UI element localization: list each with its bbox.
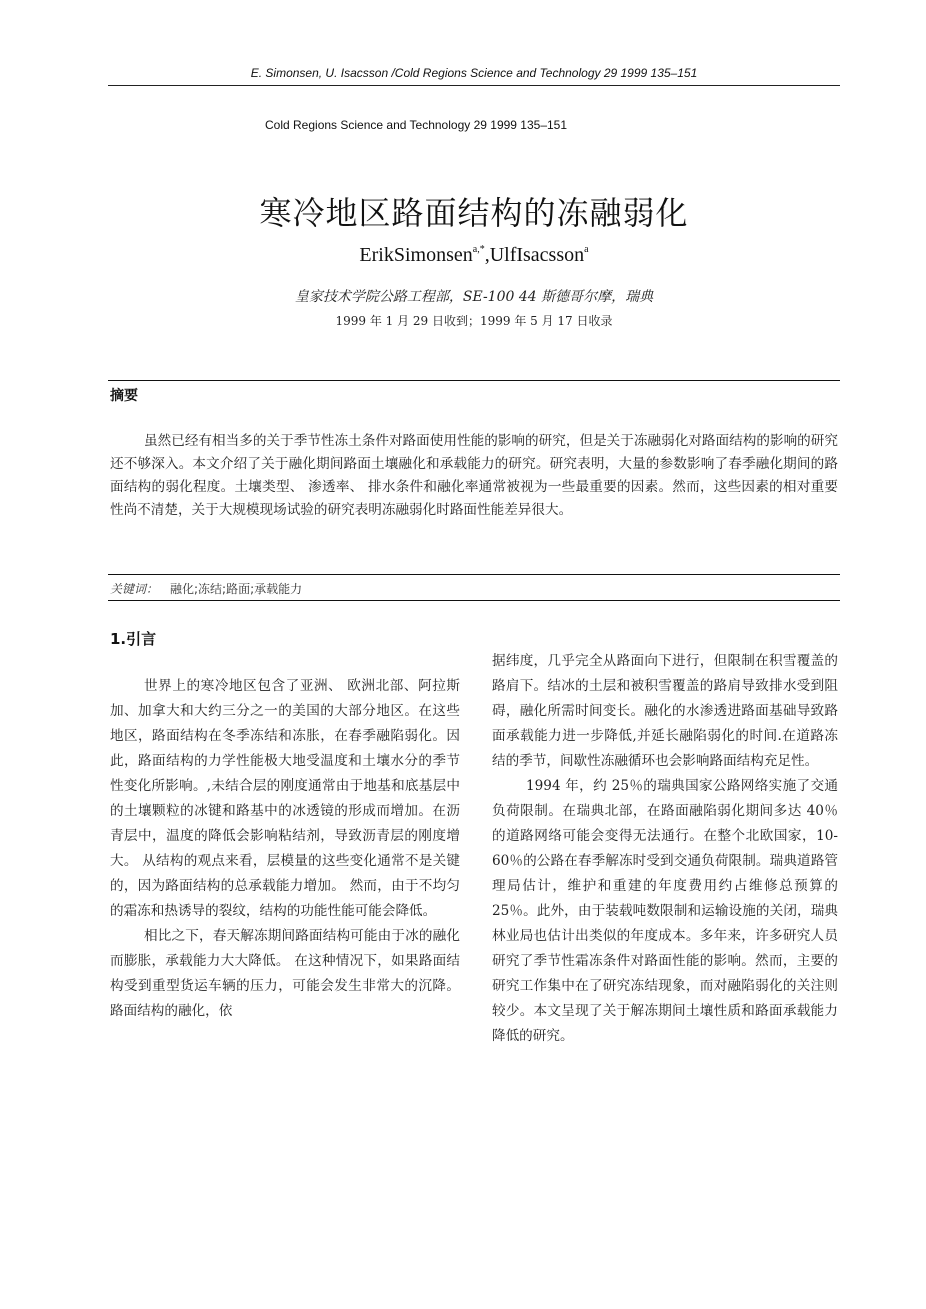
section-heading: 1.引言 <box>110 630 157 648</box>
running-header: E. Simonsen, U. Isacsson /Cold Regions Science and Technology 29 1999 135–151 <box>250 66 698 80</box>
keywords <box>110 580 302 597</box>
abstract-top-rule <box>108 380 840 381</box>
abstract-text: 虽然已经有相当多的关于季节性冻土条件对路面使用性能的影响的研究，但是关于冻融弱化对路面结构的影响的研究还不够深入。本文介绍了关于融化期间路面土壤融化和承载能力的研究。研究表明，大量的参数影响了春季融化期间的路面结构的弱化程度。土壤类型、 渗透率、 排水条件和融化率通常被视为一些最重要的因素。然而，这些因素的相对重要性尚不清楚，关于大规模现场试验的研究表明冻融弱化时路面性能差异很大。 <box>110 433 838 518</box>
body-paragraph: 据纬度，几乎完全从路面向下进行，但限制在积雪覆盖的路肩下。结冰的土层和被积雪覆盖的路肩导致排水受到阻碍，融化所需时间变长。融化的水渗透进路面基础导致路面承载能力进一步降低,并延长融陷弱化的时间.在道路冻结的季节，间歇性冻融循环也会影响路面结构充足性。 <box>492 653 838 769</box>
keywords-label: 关键词： <box>110 582 159 596</box>
body-paragraph: 1994 年，约 25％的瑞典国家公路网络实施了交通负荷限制。在瑞典北部，在路面融陷弱化期间多达 40％的道路网络可能会变得无法通行。在整个北欧国家，10-60％的公路在春季解冻时受到交通负荷限制。瑞典道路管理局估计，维护和重建的年度费用约占维修总预算的 25％。此外，由于装载吨数限制和运输设施的关闭，瑞典林业局也估计出类似的年度成本。多年来，许多研究人员研究了季节性霜冻条件对路面性能的影响。然而，主要的研究工作集中在了研究冻结现象，而对融陷弱化的关注则较少。本文呈现了关于解冻期间土壤性质和路面承载能力降低的研究。 <box>492 778 838 1044</box>
body-paragraph: 相比之下，春天解冻期间路面结构可能由于冰的融化而膨胀，承载能力大大降低。 在这种情况下，如果路面结构受到重型货运车辆的压力，可能会发生非常大的沉降。路面结构的融化，依 <box>110 928 460 1019</box>
left-column <box>110 674 460 1024</box>
received-dates: 1999 年 1 月 29 日收到；1999 年 5 月 17 日收录 <box>335 314 613 328</box>
affiliation: 皇家技术学院公路工程部，SE-100 44 斯德哥尔摩，瑞典 <box>294 289 654 305</box>
keywords-text: 融化;冻结;路面;承载能力 <box>170 582 303 596</box>
author-name: ErikSimonsen <box>359 244 473 266</box>
author-separator: , <box>484 244 490 266</box>
abstract-heading: 摘要 <box>110 388 138 404</box>
paper-title: 寒冷地区路面结构的冻融弱化 <box>259 194 689 232</box>
keywords-bottom-rule <box>108 600 840 601</box>
author-line <box>108 244 840 267</box>
author-name: UlfIsacsson <box>489 244 585 266</box>
author-affiliation-mark: a,* <box>472 244 485 255</box>
body-paragraph: 世界上的寒冷地区包含了亚洲、 欧洲北部、阿拉斯加、加拿大和大约三分之一的美国的大部分地区。在这些地区，路面结构在冬季冻结和冻胀，在春季融陷弱化。因此，路面结构的力学性能极大地受温度和土壤水分的季节性变化所影响。,未结合层的刚度通常由于地基和底基层中的土壤颗粒的冰键和路基中的冰透镜的形成而增加。在沥青层中，温度的降低会影响粘结剂，导致沥青层的刚度增大。 从结构的观点来看，层模量的这些变化通常不是关键的，因为路面结构的总承载能力增加。 然而，由于不均匀的霜冻和热诱导的裂纹，结构的功能性能可能会降低。 <box>110 678 460 919</box>
keywords-top-rule <box>108 574 840 575</box>
right-column <box>492 649 838 1049</box>
journal-citation: Cold Regions Science and Technology 29 1999 135–151 <box>265 118 568 132</box>
header-rule <box>108 85 840 86</box>
author-affiliation-mark: a <box>584 244 589 255</box>
